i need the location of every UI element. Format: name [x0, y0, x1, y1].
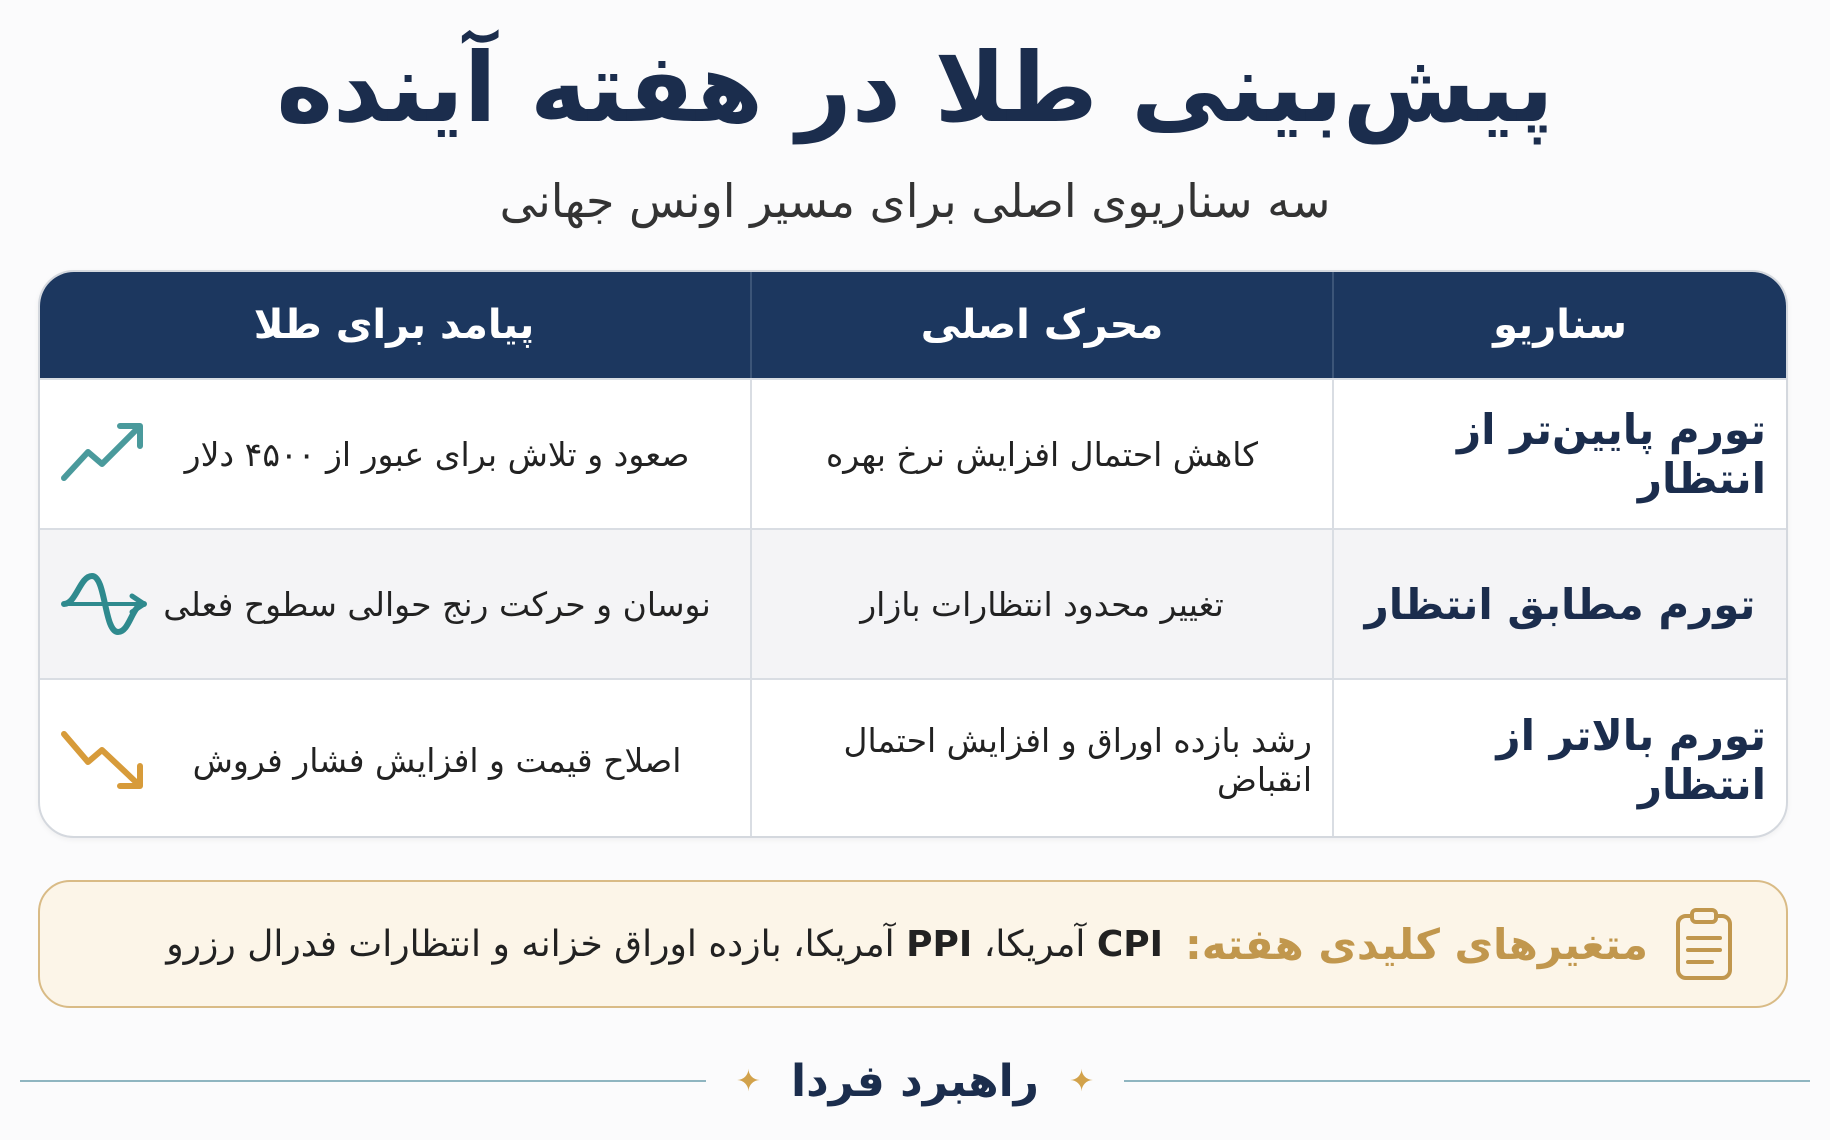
key-variables-label: متغیرهای کلیدی هفته:: [1185, 919, 1648, 969]
scenario-table: [38, 270, 1788, 838]
clipboard-icon: [1672, 906, 1736, 982]
outcome-text: نوسان و حرکت رنج حوالی سطوح فعلی: [163, 584, 711, 624]
footer-divider: [0, 1046, 1830, 1116]
footer-title: راهبرد فردا: [791, 1055, 1039, 1107]
key-variables-text: [166, 924, 1163, 965]
header-scenario: سناریو: [1332, 272, 1786, 378]
scenario-cell: تورم مطابق انتظار: [1332, 528, 1786, 678]
outcome-cell: [38, 378, 750, 528]
key-variables-part2: آمریکا، بازده اوراق خزانه و انتظارات فدرال رزرو: [166, 923, 907, 965]
outcome-text: اصلاح قیمت و افزایش فشار فروش: [192, 740, 682, 780]
page-subtitle: سه سناریوی اصلی برای مسیر اونس جهانی: [499, 174, 1331, 228]
header-driver: محرک اصلی: [750, 272, 1332, 378]
key-variables-part1: آمریکا،: [972, 923, 1097, 965]
scenario-cell: تورم بالاتر از انتظار: [1332, 678, 1786, 838]
header-outcome: پیامد برای طلا: [38, 272, 750, 378]
ppi-term: PPI: [906, 923, 973, 965]
driver-cell: رشد بازده اوراق و افزایش احتمال انقباض: [750, 678, 1332, 838]
trend-up-icon: [58, 418, 150, 490]
driver-cell: کاهش احتمال افزایش نرخ بهره: [750, 378, 1332, 528]
outcome-cell: [38, 528, 750, 678]
oscillation-icon: [58, 568, 150, 640]
sparkle-icon: ✦: [1069, 1063, 1095, 1099]
page-title: پیش‌بینی طلا در هفته آینده: [276, 32, 1554, 144]
outcome-text: صعود و تلاش برای عبور از ۴۵۰۰ دلار: [184, 434, 690, 474]
scenario-cell: تورم پایین‌تر از انتظار: [1332, 378, 1786, 528]
driver-cell: تغییر محدود انتظارات بازار: [750, 528, 1332, 678]
key-variables-box: [38, 880, 1788, 1008]
sparkle-icon: ✦: [735, 1063, 761, 1099]
trend-down-icon: [58, 724, 150, 796]
divider-line-right: [1124, 1080, 1810, 1082]
divider-line-left: [20, 1080, 706, 1082]
outcome-cell: [38, 678, 750, 838]
cpi-term: CPI: [1096, 923, 1164, 965]
